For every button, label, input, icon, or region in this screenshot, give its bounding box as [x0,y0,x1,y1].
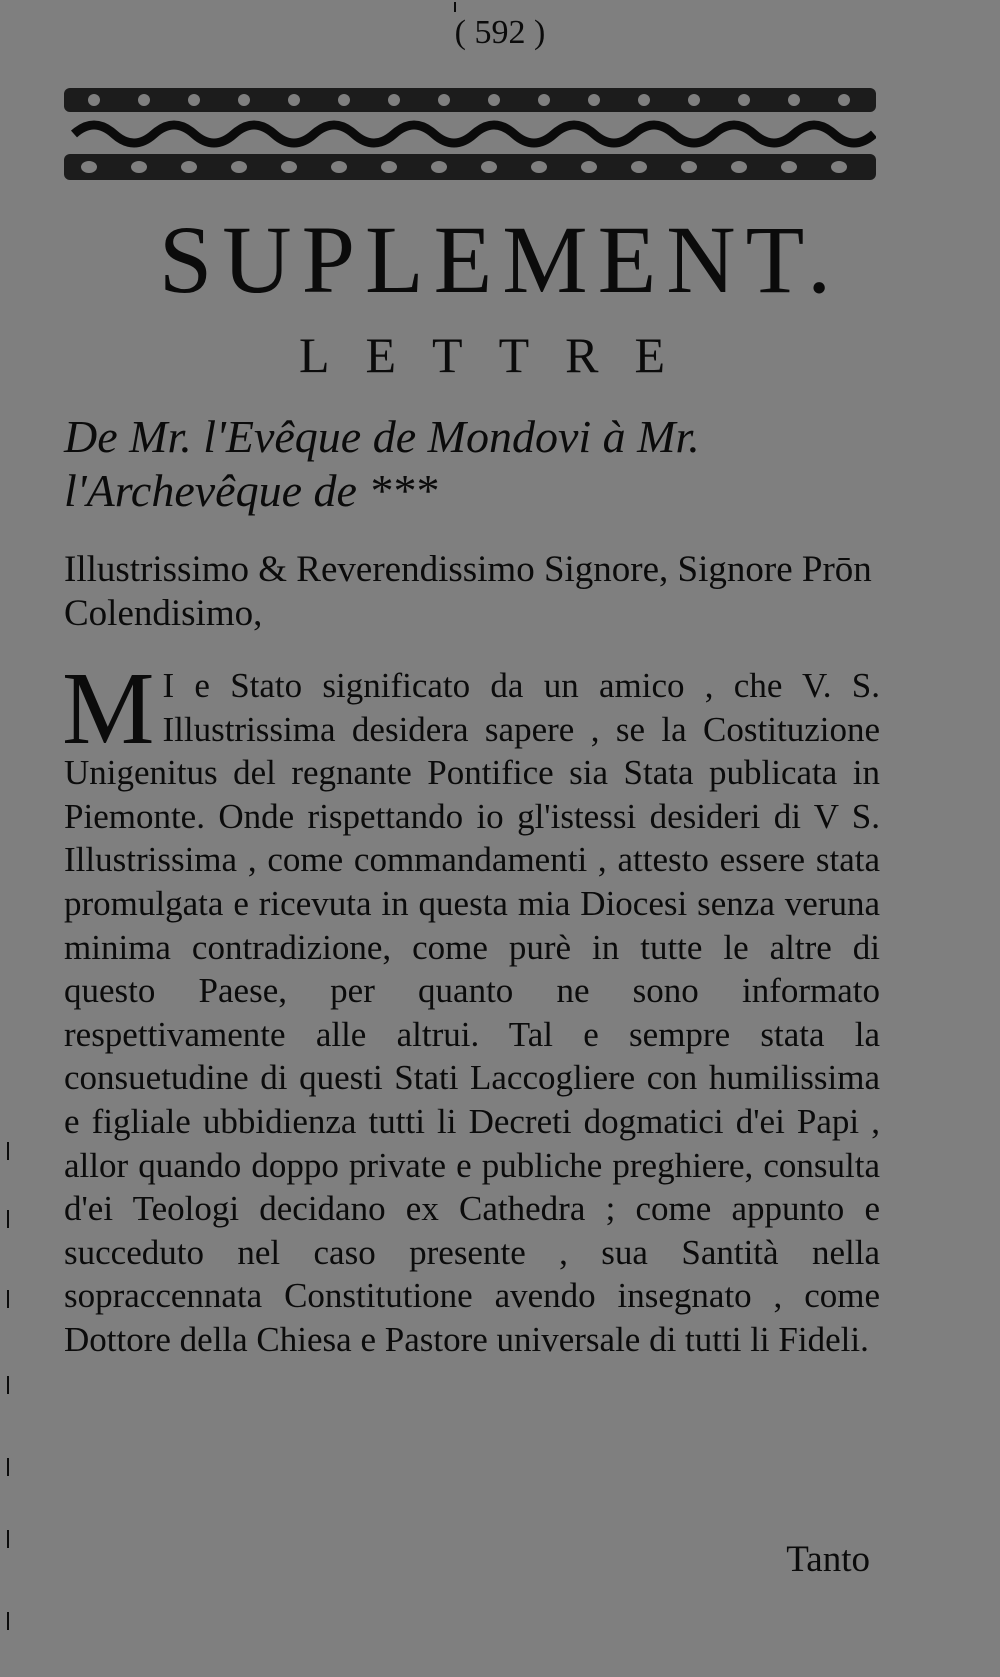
page-number: ( 592 ) [454,14,546,51]
letter-address: De Mr. l'Evêque de Mondovi à Mr. l'Archevêque de *** [64,411,700,516]
drop-cap: M [62,651,155,766]
catchword: Tanto [786,1539,870,1580]
decorative-headpiece [64,82,876,188]
letter-body-text: I e Stato significato da un amico , che V. S. Illustrissima desidera sapere , se la Costituzione Unigenitus del regnante Pontifice sia Stata publicata in Piemonte. Onde rispettando io gl'istessi desideri di V S. Illustrissima , come commandamenti , attesto essere stata promulgata e ricevuta in questa mia Diocesi senza veruna minima contradizione, come purè in tutte le altre di questo Paese, per quanto ne sono informato respettivamente alle altrui. Tal e sempre stata la consuetudine di questi Stati Laccogliere con humilissima e figliale ubbidienza tutti li Decreti dogmatici d'ei Papi , allor quando doppo private e publiche preghiere, consulta d'ei Teologi decidano ex Cathedra ; come appunto e succeduto nel caso presente , sua Santità nella sopraccennata Constitutione avendo insegnato , come Dottore della Chiesa e Pastore universale di tutti li Fideli. [64,666,880,1359]
letter-body [62,651,880,1362]
page-title: SUPLEMENT. [158,206,842,313]
salutation: Illustrissimo & Reverendissimo Signore, Signore Prōn Colendisimo, [64,549,872,634]
letter-heading: LETTRE [298,327,702,383]
